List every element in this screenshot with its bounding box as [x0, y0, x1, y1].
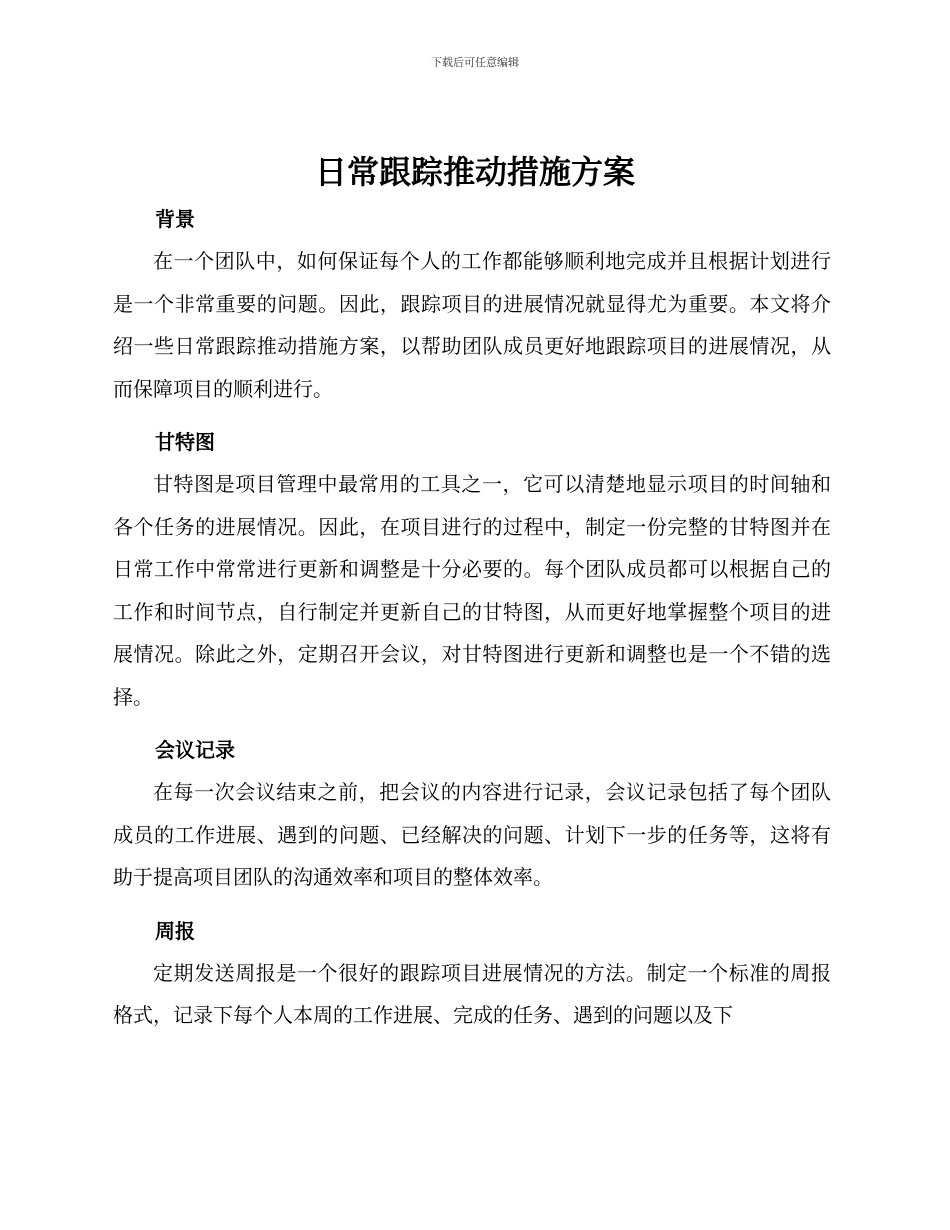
- paragraph-background: 在一个团队中，如何保证每个人的工作都能够顺利地完成并且根据计划进行是一个非常重要的问题。因此，跟踪项目的进展情况就显得尤为重要。本文将介绍一些日常跟踪推动措施方案，以帮助团队成员更好地跟踪项目的进展情况，从而保障项目的顺利进行。: [113, 249, 831, 401]
- section-heading-gantt: 甘特图: [155, 430, 215, 454]
- section-heading-background: 背景: [155, 207, 195, 231]
- section-heading-weekly-report: 周报: [155, 918, 195, 943]
- section-heading-meeting-notes: 会议记录: [155, 738, 235, 762]
- paragraph-gantt: 甘特图是项目管理中最常用的工具之一，它可以清楚地显示项目的时间轴和各个任务的进展情况。因此，在项目进行的过程中，制定一份完整的甘特图并在日常工作中常常进行更新和调整是十分必要的。每个团队成员都可以根据自己的工作和时间节点，自行制定并更新自己的甘特图，从而更好地掌握整个项目的进展情况。除此之外，定期召开会议，对甘特图进行更新和调整也是一个不错的选择。: [113, 472, 831, 709]
- paragraph-weekly-report: 定期发送周报是一个很好的跟踪项目进展情况的方法。制定一个标准的周报格式，记录下每个人本周的工作进展、完成的任务、遇到的问题以及下: [113, 960, 831, 1027]
- header-note: 下载后可任意编辑: [431, 56, 519, 69]
- paragraph-meeting-notes: 在每一次会议结束之前，把会议的内容进行记录，会议记录包括了每个团队成员的工作进展、遇到的问题、已经解决的问题、计划下一步的任务等，这将有助于提高项目团队的沟通效率和项目的整体效率。: [113, 780, 831, 889]
- document-body: [113, 198, 831, 1048]
- document-title: 日常跟踪推动措施方案: [314, 153, 635, 191]
